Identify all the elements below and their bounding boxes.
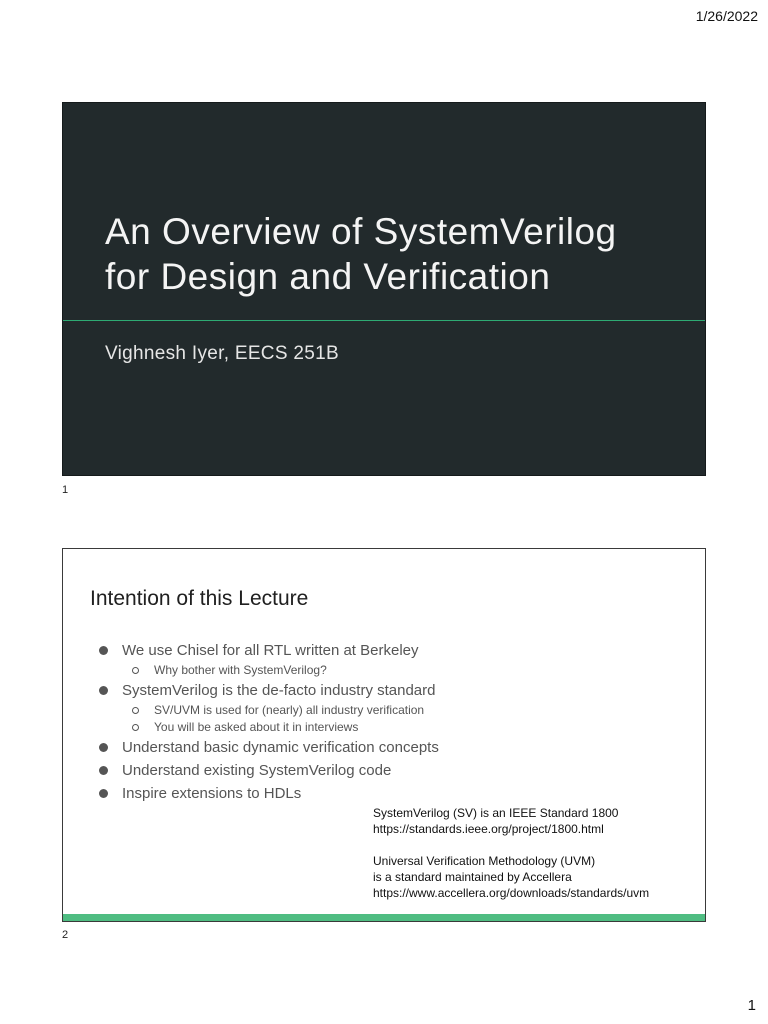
slide-2-intention <box>62 548 706 922</box>
bullet-dot-icon <box>99 766 108 775</box>
bullet-dot-icon <box>99 789 108 798</box>
uvm-note-line-1: Universal Verification Methodology (UVM) <box>373 854 596 868</box>
bullet-list <box>99 639 659 805</box>
slide-title <box>105 209 685 299</box>
bullet-text: Understand existing SystemVerilog code <box>122 762 392 779</box>
sub-bullet-item <box>122 702 659 719</box>
sub-bullet-text: Why bother with SystemVerilog? <box>154 663 327 677</box>
slide-number-2: 2 <box>62 929 69 941</box>
bullet-dot-icon <box>99 743 108 752</box>
bullet-item <box>99 679 659 736</box>
sub-bullet-list <box>122 702 659 736</box>
sub-bullet-list <box>122 662 659 679</box>
slide-accent-bar <box>63 914 705 921</box>
sub-bullet-item <box>122 662 659 679</box>
slide-title-line-2: for Design and Verification <box>105 256 551 297</box>
slide-heading: Intention of this Lecture <box>90 587 309 610</box>
bullet-text: Inspire extensions to HDLs <box>122 785 302 802</box>
sv-standard-link: https://standards.ieee.org/project/1800.html <box>373 822 604 836</box>
bullet-item <box>99 639 659 679</box>
sub-bullet-text: You will be asked about it in interviews <box>154 720 359 734</box>
page-number: 1 <box>747 997 756 1014</box>
bullet-item <box>99 759 659 782</box>
bullet-text: SystemVerilog is the de-facto industry standard <box>122 682 436 699</box>
sub-bullet-text: SV/UVM is used for (nearly) all industry verification <box>154 703 425 717</box>
print-date: 1/26/2022 <box>695 8 758 24</box>
sub-bullet-ring-icon <box>132 707 139 714</box>
bullet-text: We use Chisel for all RTL written at Berkeley <box>122 642 419 659</box>
slide-number-1: 1 <box>62 484 69 496</box>
reference-notes <box>373 805 693 901</box>
slide-1-title <box>62 102 706 476</box>
slide-title-line-1: An Overview of SystemVerilog <box>105 211 617 252</box>
slide-subtitle: Vighnesh Iyer, EECS 251B <box>105 343 339 364</box>
bullet-text: Understand basic dynamic verification concepts <box>122 739 439 756</box>
bullet-item <box>99 782 659 805</box>
sub-bullet-item <box>122 719 659 736</box>
uvm-link: https://www.accellera.org/downloads/standards/uvm <box>373 886 650 900</box>
sub-bullet-ring-icon <box>132 667 139 674</box>
title-divider <box>63 320 705 321</box>
bullet-dot-icon <box>99 646 108 655</box>
uvm-note-line-2: is a standard maintained by Accellera <box>373 870 572 884</box>
sv-standard-note: SystemVerilog (SV) is an IEEE Standard 1800 <box>373 806 619 820</box>
sub-bullet-ring-icon <box>132 724 139 731</box>
bullet-item <box>99 736 659 759</box>
bullet-dot-icon <box>99 686 108 695</box>
